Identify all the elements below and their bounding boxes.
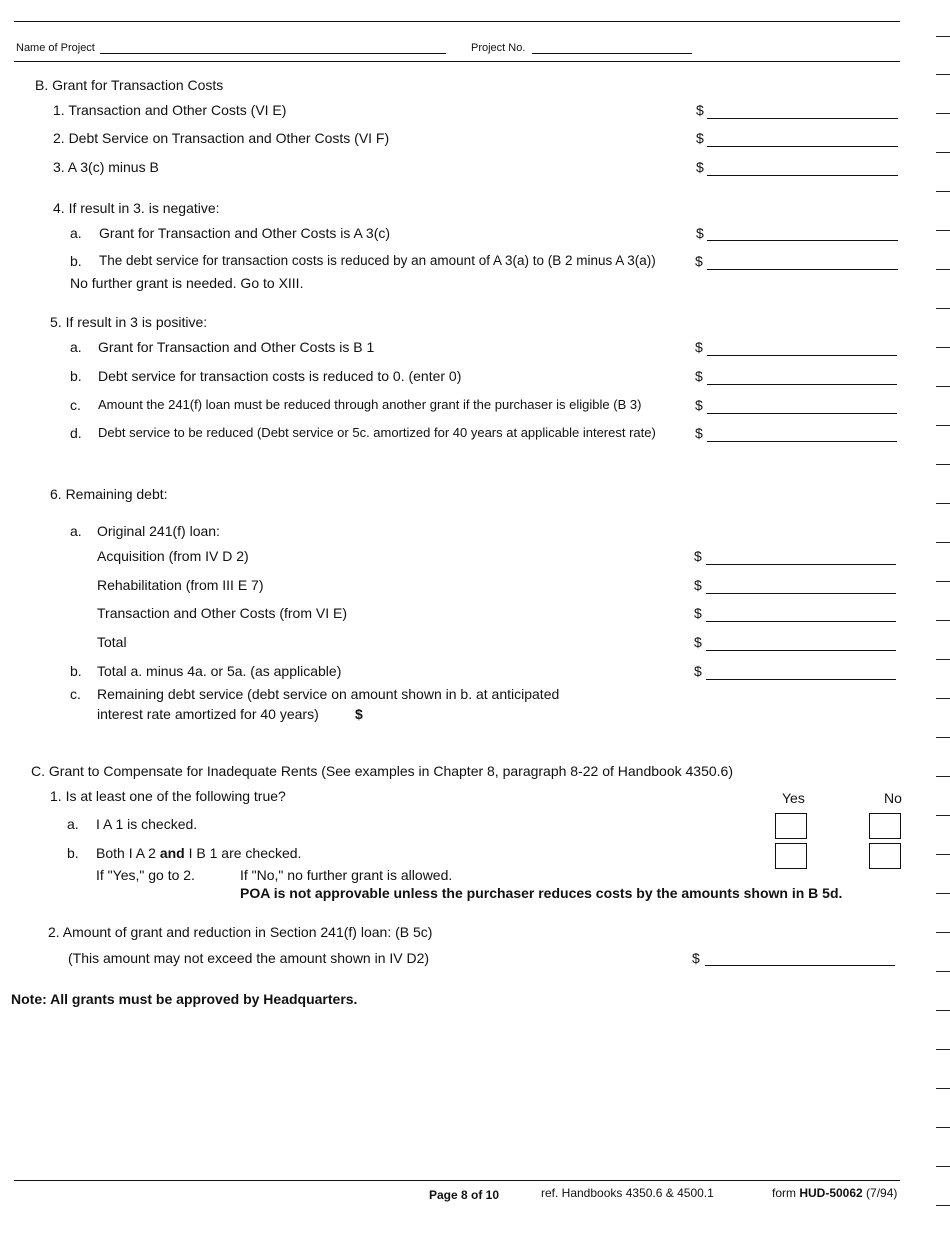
b6a-letter: a. bbox=[70, 523, 82, 539]
b6a-rehab-label: Rehabilitation (from III E 7) bbox=[97, 577, 264, 593]
b6b-label: Total a. minus 4a. or 5a. (as applicable) bbox=[97, 663, 342, 679]
b6a-label: Original 241(f) loan: bbox=[97, 523, 220, 539]
b4b-field[interactable] bbox=[707, 269, 898, 270]
b5d-letter: d. bbox=[70, 425, 82, 441]
b6b-letter: b. bbox=[70, 663, 82, 679]
b6a-total-dollar: $ bbox=[694, 634, 702, 650]
b2-field[interactable] bbox=[707, 146, 898, 147]
tick-mark bbox=[936, 932, 950, 933]
b4b-continuation: No further grant is needed. Go to XIII. bbox=[70, 275, 304, 291]
b1-label: 1. Transaction and Other Costs (VI E) bbox=[53, 102, 287, 118]
b4a-field[interactable] bbox=[707, 240, 898, 241]
b2-label: 2. Debt Service on Transaction and Other Costs (VI F) bbox=[53, 130, 390, 146]
c2-dollar: $ bbox=[692, 950, 700, 966]
tick-mark bbox=[936, 74, 950, 75]
b6a-transaction-label: Transaction and Other Costs (from VI E) bbox=[97, 605, 348, 621]
tick-mark bbox=[936, 971, 950, 972]
page-number: Page 8 of 10 bbox=[429, 1188, 500, 1202]
tick-mark bbox=[936, 1205, 950, 1206]
b4a-label: Grant for Transaction and Other Costs is A 3(c) bbox=[99, 225, 391, 241]
tick-mark bbox=[936, 620, 950, 621]
approval-note: Note: All grants must be approved by Headquarters. bbox=[11, 991, 358, 1007]
b6a-total-field[interactable] bbox=[706, 650, 896, 651]
b6b-dollar: $ bbox=[694, 663, 702, 679]
form-number-pre: form bbox=[772, 1186, 800, 1200]
b5a-dollar: $ bbox=[695, 339, 703, 355]
tick-mark bbox=[936, 230, 950, 231]
tick-mark bbox=[936, 347, 950, 348]
b5d-dollar: $ bbox=[695, 425, 703, 441]
c1a-label: I A 1 is checked. bbox=[96, 816, 198, 832]
tick-mark bbox=[936, 1049, 950, 1050]
b1-dollar: $ bbox=[696, 102, 704, 118]
c1b-label-post: I B 1 are checked. bbox=[184, 845, 302, 861]
if-no-instruction: If "No," no further grant is allowed. bbox=[240, 867, 453, 883]
b5a-field[interactable] bbox=[707, 355, 897, 356]
b6c-label-line1: Remaining debt service (debt service on amount shown in b. at anticipated bbox=[97, 686, 560, 702]
b2-dollar: $ bbox=[696, 130, 704, 146]
tick-mark bbox=[936, 113, 950, 114]
form-number bbox=[772, 1186, 897, 1200]
b3-label: 3. A 3(c) minus B bbox=[53, 159, 159, 175]
tick-mark bbox=[936, 776, 950, 777]
b6a-acquisition-dollar: $ bbox=[694, 548, 702, 564]
c1b-label-and: and bbox=[159, 845, 185, 861]
b4-label: 4. If result in 3. is negative: bbox=[53, 200, 220, 216]
b4b-dollar: $ bbox=[695, 253, 703, 269]
b4b-letter: b. bbox=[70, 253, 82, 269]
tick-mark bbox=[936, 698, 950, 699]
tick-mark bbox=[936, 854, 950, 855]
b5d-label: Debt service to be reduced (Debt service or 5c. amortized for 40 years at applicable interest rate) bbox=[98, 425, 656, 440]
tick-mark bbox=[936, 659, 950, 660]
if-yes-instruction: If "Yes," go to 2. bbox=[96, 867, 195, 883]
tick-mark bbox=[936, 152, 950, 153]
tick-mark bbox=[936, 425, 950, 426]
b5b-field[interactable] bbox=[707, 384, 897, 385]
b4a-dollar: $ bbox=[696, 225, 704, 241]
header-rule bbox=[14, 61, 900, 62]
b3-dollar: $ bbox=[696, 159, 704, 175]
form-number-bold: HUD-50062 bbox=[799, 1186, 863, 1200]
tick-mark bbox=[936, 464, 950, 465]
poa-note: POA is not approvable unless the purchaser reduces costs by the amounts shown in B 5d. bbox=[240, 885, 843, 901]
b6b-field[interactable] bbox=[706, 679, 896, 680]
c1-label: 1. Is at least one of the following true? bbox=[50, 788, 286, 804]
tick-mark bbox=[936, 386, 950, 387]
name-of-project-label: Name of Project bbox=[16, 42, 95, 54]
b6a-acquisition-field[interactable] bbox=[706, 564, 896, 565]
b5a-label: Grant for Transaction and Other Costs is B 1 bbox=[98, 339, 375, 355]
tick-mark bbox=[936, 269, 950, 270]
b6c-label-line2: interest rate amortized for 40 years) bbox=[97, 706, 319, 722]
b5c-label: Amount the 241(f) loan must be reduced through another grant if the purchaser is eligible (B 3) bbox=[98, 397, 642, 412]
b5a-letter: a. bbox=[70, 339, 82, 355]
yes-column-label: Yes bbox=[782, 790, 805, 806]
b6a-transaction-field[interactable] bbox=[706, 621, 896, 622]
project-no-label: Project No. bbox=[471, 42, 526, 54]
b6a-rehab-dollar: $ bbox=[694, 577, 702, 593]
b5c-letter: c. bbox=[70, 397, 81, 413]
b6a-rehab-field[interactable] bbox=[706, 593, 896, 594]
footer-rule bbox=[14, 1180, 900, 1181]
tick-mark bbox=[936, 737, 950, 738]
c1a-yes-checkbox[interactable] bbox=[775, 813, 807, 839]
c1a-letter: a. bbox=[67, 816, 79, 832]
tick-mark bbox=[936, 1127, 950, 1128]
c2-label: 2. Amount of grant and reduction in Section 241(f) loan: (B 5c) bbox=[48, 924, 433, 940]
b5b-dollar: $ bbox=[695, 368, 703, 384]
tick-mark bbox=[936, 36, 950, 37]
b6-label: 6. Remaining debt: bbox=[50, 486, 168, 502]
c1b-yes-checkbox[interactable] bbox=[775, 843, 807, 869]
b5c-field[interactable] bbox=[707, 413, 897, 414]
tick-mark bbox=[936, 542, 950, 543]
c1b-no-checkbox[interactable] bbox=[869, 843, 901, 869]
b5b-label: Debt service for transaction costs is reduced to 0. (enter 0) bbox=[98, 368, 462, 384]
form-number-post: (7/94) bbox=[862, 1186, 898, 1200]
c1a-no-checkbox[interactable] bbox=[869, 813, 901, 839]
tick-mark bbox=[936, 815, 950, 816]
binder-ticks bbox=[934, 0, 950, 1239]
tick-mark bbox=[936, 581, 950, 582]
handbook-ref: ref. Handbooks 4350.6 & 4500.1 bbox=[541, 1186, 714, 1200]
section-c-title: C. Grant to Compensate for Inadequate Rents (See examples in Chapter 8, paragraph 8-22 of Handbook 4350.6) bbox=[31, 763, 733, 779]
c1b-label-pre: Both I A 2 bbox=[96, 845, 160, 861]
c2-field[interactable] bbox=[705, 965, 895, 966]
tick-mark bbox=[936, 1166, 950, 1167]
b6a-total-label: Total bbox=[97, 634, 127, 650]
b5b-letter: b. bbox=[70, 368, 82, 384]
tick-mark bbox=[936, 1010, 950, 1011]
tick-mark bbox=[936, 893, 950, 894]
b1-field[interactable] bbox=[707, 118, 898, 119]
b6c-dollar: $ bbox=[355, 706, 363, 722]
tick-mark bbox=[936, 191, 950, 192]
c1b-label bbox=[96, 845, 301, 861]
b5d-field[interactable] bbox=[707, 441, 897, 442]
b6a-transaction-dollar: $ bbox=[694, 605, 702, 621]
tick-mark bbox=[936, 1088, 950, 1089]
c1b-letter: b. bbox=[67, 845, 79, 861]
tick-mark bbox=[936, 503, 950, 504]
b6c-letter: c. bbox=[70, 686, 81, 702]
top-rule bbox=[14, 21, 900, 22]
tick-mark bbox=[936, 308, 950, 309]
b4a-letter: a. bbox=[70, 225, 82, 241]
c2-note: (This amount may not exceed the amount shown in IV D2) bbox=[68, 950, 430, 966]
section-b-title: B. Grant for Transaction Costs bbox=[35, 77, 224, 93]
b6a-acquisition-label: Acquisition (from IV D 2) bbox=[97, 548, 249, 564]
b5-label: 5. If result in 3 is positive: bbox=[50, 314, 208, 330]
project-no-field[interactable] bbox=[532, 53, 692, 54]
b3-field[interactable] bbox=[707, 175, 898, 176]
b4b-label: The debt service for transaction costs is reduced by an amount of A 3(a) to (B 2 minus A 3(a)) bbox=[99, 253, 656, 268]
name-of-project-field[interactable] bbox=[100, 53, 446, 54]
b5c-dollar: $ bbox=[695, 397, 703, 413]
no-column-label: No bbox=[884, 790, 902, 806]
